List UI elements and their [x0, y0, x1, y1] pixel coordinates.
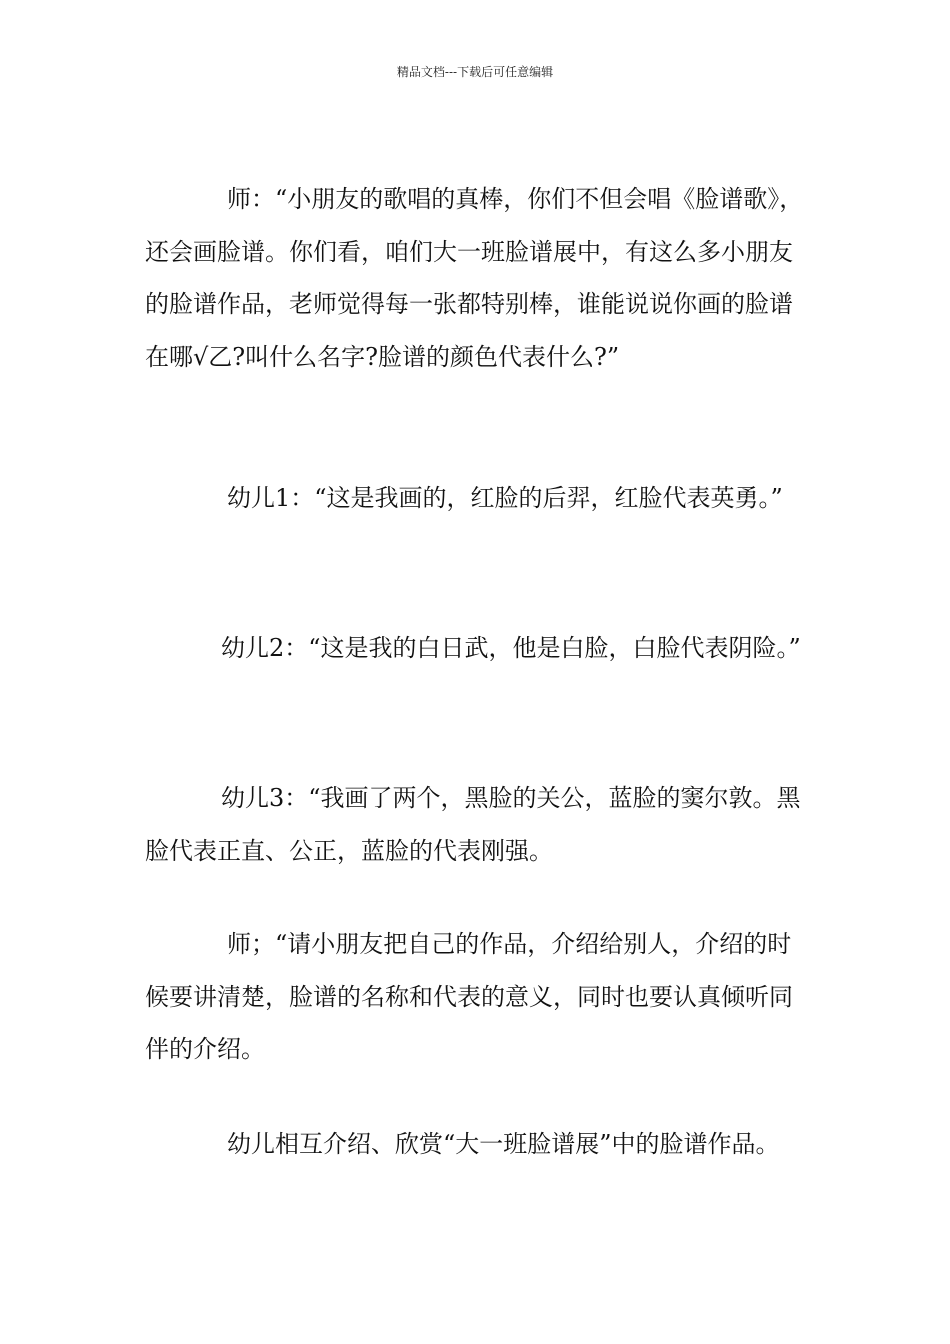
- paragraph-child-1: 幼儿1：“这是我画的，红脸的后羿，红脸代表英勇。”: [227, 484, 783, 512]
- page-header: 精品文档---下载后可任意编辑: [396, 65, 554, 79]
- paragraph-teacher-instruction: 师；“请小朋友把自己的作品，介绍给别人，介绍的时候要讲清楚，脸谱的名称和代表的意义，同时也要认真倾听同伴的介绍。: [145, 930, 793, 1063]
- paragraph-children-activity: 幼儿相互介绍、欣赏“大一班脸谱展”中的脸谱作品。: [227, 1130, 780, 1158]
- paragraph-child-3: 幼儿3：“我画了两个，黑脸的关公，蓝脸的窦尔敦。黑脸代表正直、公正，蓝脸的代表刚强。: [145, 784, 801, 865]
- paragraph-teacher-question: 师：“小朋友的歌唱的真棒，你们不但会唱《脸谱歌》，还会画脸谱。你们看，咱们大一班脸谱展中，有这么多小朋友的脸谱作品，老师觉得每一张都特别棒，谁能说说你画的脸谱在哪√乙?叫什么名字?脸谱的颜色代表什么?”: [145, 185, 804, 371]
- paragraph-child-2: 幼儿2：“这是我的白日武，他是白脸，白脸代表阴险。”: [221, 634, 801, 662]
